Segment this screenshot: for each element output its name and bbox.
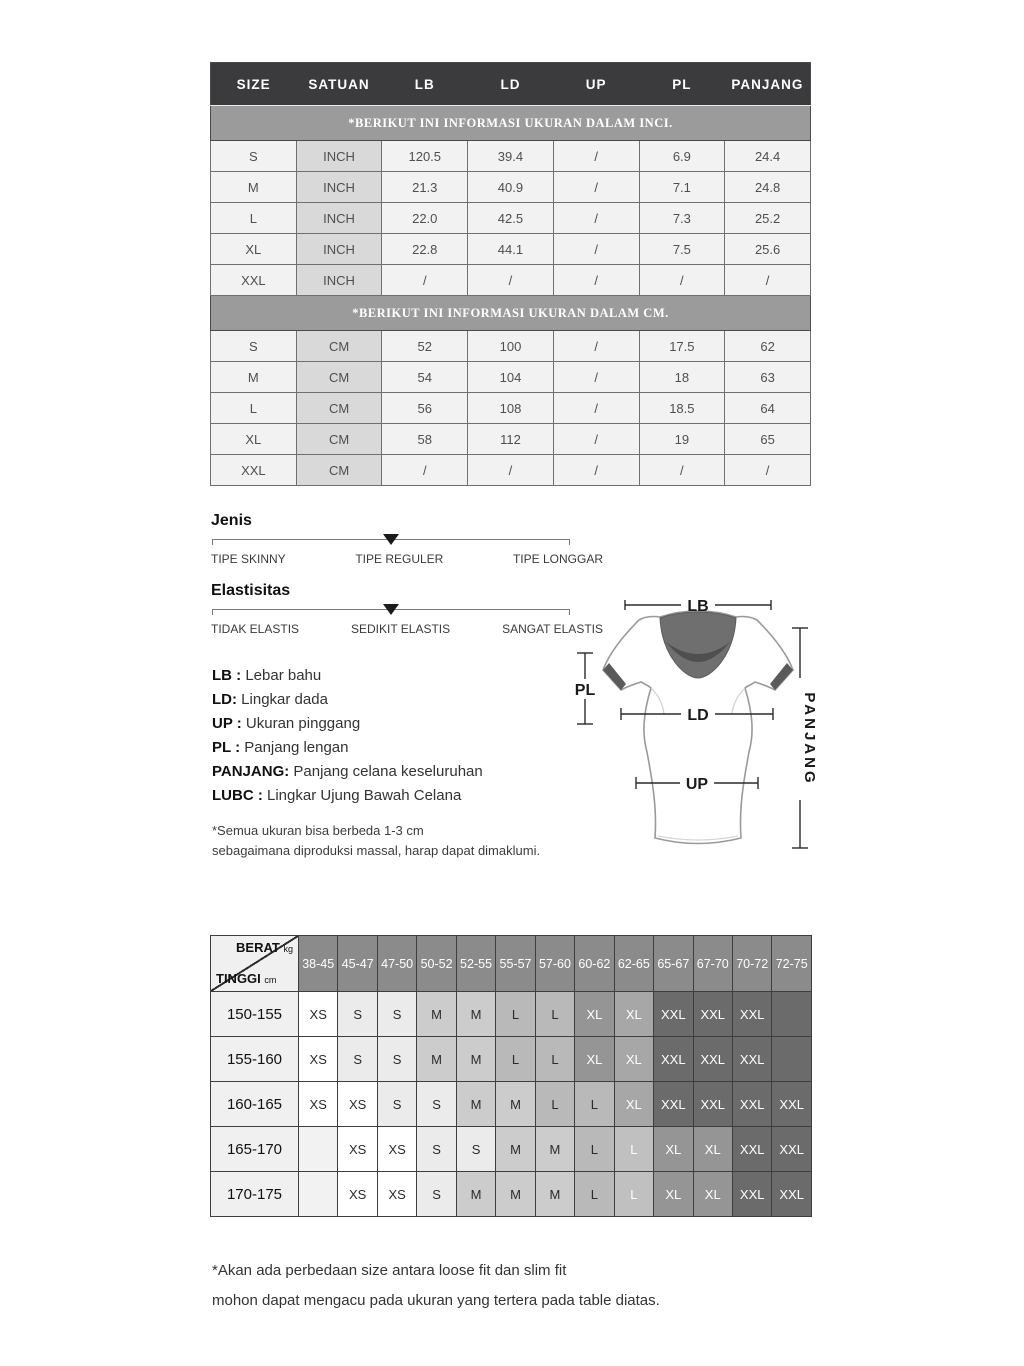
matrix-height-header: 170-175	[211, 1172, 299, 1217]
matrix-size-cell: S	[417, 1127, 456, 1172]
matrix-size-cell: XXL	[732, 1082, 771, 1127]
size-cell-value: /	[553, 265, 639, 296]
footer-note	[212, 1256, 660, 1316]
legend-abbr: LUBC :	[212, 787, 263, 804]
size-cell-value: 24.8	[725, 172, 811, 203]
size-cell-value: 112	[468, 424, 554, 455]
elastisitas-marker-triangle-icon	[383, 604, 399, 615]
size-cell-value: 18	[639, 362, 725, 393]
size-cell-value: 42.5	[468, 203, 554, 234]
size-table-row	[211, 331, 811, 362]
size-cell-value: 100	[468, 331, 554, 362]
matrix-size-cell: M	[417, 1037, 456, 1082]
size-cell-value: /	[468, 265, 554, 296]
matrix-size-cell: L	[614, 1127, 653, 1172]
size-cell-satuan: INCH	[296, 265, 382, 296]
size-cell-value: 64	[725, 393, 811, 424]
elastisitas-title: Elastisitas	[211, 582, 291, 599]
fit-scale-label: SANGAT ELASTIS	[502, 622, 603, 636]
size-cell-value: /	[468, 455, 554, 486]
matrix-size-cell: XXL	[693, 1037, 732, 1082]
size-cell-value: 108	[468, 393, 554, 424]
corner-tinggi-label	[216, 971, 276, 986]
matrix-size-cell: XS	[338, 1127, 377, 1172]
matrix-size-cell: XXL	[772, 1172, 812, 1217]
track-tick-right	[569, 539, 570, 545]
matrix-weight-header: 62-65	[614, 936, 653, 992]
matrix-weight-header: 50-52	[417, 936, 456, 992]
size-table	[210, 62, 811, 486]
size-cell-value: 104	[468, 362, 554, 393]
size-table-column-header: PL	[639, 63, 725, 106]
size-table-row	[211, 172, 811, 203]
matrix-size-cell	[772, 1037, 812, 1082]
fit-scale-label: TIPE LONGGAR	[512, 552, 603, 566]
matrix-size-cell: XL	[654, 1127, 693, 1172]
legend-note	[212, 821, 572, 861]
berat-text: BERAT	[236, 940, 280, 955]
size-table-column-header: SIZE	[211, 63, 297, 106]
cm-banner-row	[211, 296, 811, 331]
matrix-size-cell: XL	[614, 1082, 653, 1127]
size-cell-value: /	[382, 265, 468, 296]
matrix-size-cell: L	[496, 1037, 535, 1082]
matrix-row	[211, 1127, 812, 1172]
matrix-size-cell: S	[338, 992, 377, 1037]
tinggi-unit: cm	[264, 975, 277, 985]
matrix-weight-header: 70-72	[732, 936, 771, 992]
size-table-column-header: LD	[468, 63, 554, 106]
matrix-size-cell	[772, 992, 812, 1037]
size-cell-label: XL	[211, 234, 297, 265]
fit-section	[211, 512, 603, 636]
fit-scale-label: TIPE REGULER	[355, 552, 444, 566]
matrix-weight-header: 52-55	[456, 936, 495, 992]
matrix-size-cell: S	[377, 1082, 416, 1127]
jenis-block	[211, 512, 603, 566]
matrix-size-cell: XXL	[732, 1172, 771, 1217]
jenis-marker-triangle-icon	[383, 534, 399, 545]
matrix-size-cell: L	[575, 1082, 614, 1127]
matrix-size-cell: XS	[338, 1082, 377, 1127]
ld-label: LD	[687, 707, 709, 724]
footer-line1: *Akan ada perbedaan size antara loose fit dan slim fit	[212, 1262, 567, 1279]
size-cell-value: 39.4	[468, 141, 554, 172]
legend-item	[212, 760, 572, 784]
pl-label: PL	[574, 682, 596, 699]
size-table-row	[211, 424, 811, 455]
size-table-column-header: PANJANG	[725, 63, 811, 106]
size-cell-label: XXL	[211, 455, 297, 486]
matrix-header-row	[211, 936, 812, 992]
size-cell-value: /	[553, 362, 639, 393]
size-cell-label: XL	[211, 424, 297, 455]
matrix-size-cell: M	[496, 1082, 535, 1127]
size-cell-value: 58	[382, 424, 468, 455]
matrix-size-cell: M	[456, 1037, 495, 1082]
corner-berat-label	[236, 940, 293, 955]
size-cell-value: /	[639, 455, 725, 486]
size-cell-value: /	[553, 331, 639, 362]
size-table-row	[211, 234, 811, 265]
matrix-weight-header: 38-45	[299, 936, 338, 992]
legend-item	[212, 736, 572, 760]
size-cell-value: 22.8	[382, 234, 468, 265]
size-cell-value: 52	[382, 331, 468, 362]
track-tick-left	[212, 609, 213, 615]
size-cell-value: 56	[382, 393, 468, 424]
legend-desc: Lingkar dada	[241, 691, 328, 708]
size-cell-satuan: CM	[296, 393, 382, 424]
matrix-size-cell: XL	[575, 992, 614, 1037]
matrix-weight-header: 60-62	[575, 936, 614, 992]
matrix-height-header: 160-165	[211, 1082, 299, 1127]
size-cell-satuan: CM	[296, 455, 382, 486]
matrix-size-cell: XL	[575, 1037, 614, 1082]
size-cell-satuan: INCH	[296, 172, 382, 203]
matrix-size-cell: XXL	[654, 992, 693, 1037]
footer-line2: mohon dapat mengacu pada ukuran yang tertera pada table diatas.	[212, 1292, 660, 1309]
size-table-row	[211, 203, 811, 234]
matrix-size-cell: M	[456, 992, 495, 1037]
size-cell-value: /	[725, 265, 811, 296]
size-table-column-header: LB	[382, 63, 468, 106]
matrix-size-cell: M	[456, 1172, 495, 1217]
size-cell-value: /	[553, 424, 639, 455]
size-cell-value: /	[639, 265, 725, 296]
matrix-weight-header: 45-47	[338, 936, 377, 992]
matrix-size-cell: XXL	[732, 1127, 771, 1172]
size-cell-value: 19	[639, 424, 725, 455]
matrix-size-cell: M	[535, 1172, 574, 1217]
matrix-size-cell: XL	[654, 1172, 693, 1217]
legend-item	[212, 688, 572, 712]
jenis-track	[212, 539, 570, 549]
legend-item	[212, 712, 572, 736]
size-cell-value: 7.1	[639, 172, 725, 203]
size-cell-value: 17.5	[639, 331, 725, 362]
matrix-weight-header: 55-57	[496, 936, 535, 992]
size-cell-value: 65	[725, 424, 811, 455]
matrix-weight-header: 47-50	[377, 936, 416, 992]
jenis-title: Jenis	[211, 512, 252, 529]
size-cell-value: /	[725, 455, 811, 486]
matrix-size-cell: XXL	[732, 992, 771, 1037]
inch-banner: *BERIKUT INI INFORMASI UKURAN DALAM INCI.	[211, 106, 811, 141]
matrix-size-cell: L	[496, 992, 535, 1037]
size-table-row	[211, 393, 811, 424]
matrix-size-cell: S	[417, 1172, 456, 1217]
matrix-size-cell: S	[338, 1037, 377, 1082]
matrix-size-cell: XS	[377, 1127, 416, 1172]
up-label: UP	[685, 776, 709, 793]
matrix-size-cell: XS	[338, 1172, 377, 1217]
matrix-size-cell: S	[377, 992, 416, 1037]
matrix-size-cell: XS	[299, 992, 338, 1037]
matrix-weight-header: 65-67	[654, 936, 693, 992]
legend-abbr: PANJANG:	[212, 763, 290, 780]
size-cell-value: 25.2	[725, 203, 811, 234]
berat-unit: kg	[283, 944, 293, 954]
size-cell-satuan: CM	[296, 362, 382, 393]
matrix-size-cell: L	[535, 1037, 574, 1082]
legend-desc: Panjang celana keseluruhan	[293, 763, 483, 780]
matrix-row	[211, 1082, 812, 1127]
matrix-size-cell: S	[417, 1082, 456, 1127]
legend-desc: Panjang lengan	[244, 739, 349, 756]
size-cell-value: 22.0	[382, 203, 468, 234]
legend-item	[212, 784, 572, 808]
size-cell-label: M	[211, 172, 297, 203]
jenis-labels	[211, 552, 603, 566]
matrix-weight-header: 72-75	[772, 936, 812, 992]
size-cell-value: /	[553, 141, 639, 172]
matrix-size-cell: L	[575, 1172, 614, 1217]
matrix-size-cell: XL	[614, 992, 653, 1037]
measurement-legend	[212, 664, 572, 861]
matrix-size-cell: L	[535, 1082, 574, 1127]
size-cell-value: 7.5	[639, 234, 725, 265]
matrix-size-cell: XL	[614, 1037, 653, 1082]
fit-scale-label: SEDIKIT ELASTIS	[350, 622, 451, 636]
matrix-size-cell: M	[456, 1082, 495, 1127]
fit-scale-label: TIDAK ELASTIS	[211, 622, 300, 636]
matrix-size-cell: XS	[377, 1172, 416, 1217]
legend-note-line1: *Semua ukuran bisa berbeda 1-3 cm	[212, 823, 424, 838]
matrix-size-cell: XL	[693, 1172, 732, 1217]
size-table-column-header: SATUAN	[296, 63, 382, 106]
size-table-row	[211, 265, 811, 296]
legend-lines	[212, 664, 572, 808]
size-cell-value: 54	[382, 362, 468, 393]
size-table-row	[211, 362, 811, 393]
legend-abbr: PL :	[212, 739, 241, 756]
matrix-row	[211, 1037, 812, 1082]
size-cell-label: S	[211, 331, 297, 362]
panjang-label: PANJANG	[801, 692, 818, 786]
matrix-size-cell: XXL	[732, 1037, 771, 1082]
matrix-size-cell: XXL	[693, 1082, 732, 1127]
elastisitas-labels	[211, 622, 603, 636]
size-cell-value: 6.9	[639, 141, 725, 172]
size-cell-value: 18.5	[639, 393, 725, 424]
elastisitas-block	[211, 582, 603, 636]
size-cell-value: /	[382, 455, 468, 486]
matrix-corner	[211, 936, 298, 991]
cm-banner: *BERIKUT INI INFORMASI UKURAN DALAM CM.	[211, 296, 811, 331]
matrix-size-cell: XS	[299, 1082, 338, 1127]
matrix-size-cell: M	[417, 992, 456, 1037]
size-cell-value: /	[553, 234, 639, 265]
matrix-height-header: 165-170	[211, 1127, 299, 1172]
legend-desc: Lingkar Ujung Bawah Celana	[267, 787, 462, 804]
size-table-row	[211, 141, 811, 172]
size-cell-value: 24.4	[725, 141, 811, 172]
matrix-height-header: 155-160	[211, 1037, 299, 1082]
matrix-corner-cell	[211, 936, 299, 992]
legend-abbr: LD:	[212, 691, 237, 708]
matrix-size-cell: S	[377, 1037, 416, 1082]
matrix-row	[211, 992, 812, 1037]
lb-label: LB	[687, 598, 709, 615]
size-cell-value: 63	[725, 362, 811, 393]
size-cell-value: 40.9	[468, 172, 554, 203]
size-table-column-header: UP	[553, 63, 639, 106]
size-cell-label: S	[211, 141, 297, 172]
matrix-size-cell: M	[496, 1127, 535, 1172]
size-cell-value: /	[553, 203, 639, 234]
size-cell-value: 44.1	[468, 234, 554, 265]
size-cell-satuan: INCH	[296, 141, 382, 172]
legend-desc: Ukuran pinggang	[245, 715, 361, 732]
matrix-size-cell: XXL	[654, 1082, 693, 1127]
matrix-size-cell: S	[456, 1127, 495, 1172]
matrix-size-cell: XS	[299, 1037, 338, 1082]
matrix-size-cell: XXL	[654, 1037, 693, 1082]
matrix-size-cell: L	[614, 1172, 653, 1217]
legend-desc: Lebar bahu	[245, 667, 322, 684]
matrix-size-cell: M	[535, 1127, 574, 1172]
size-cell-satuan: CM	[296, 331, 382, 362]
matrix-size-cell: L	[575, 1127, 614, 1172]
height-weight-matrix	[210, 935, 812, 1217]
size-cell-value: 25.6	[725, 234, 811, 265]
size-cell-label: XXL	[211, 265, 297, 296]
matrix-size-cell	[299, 1127, 338, 1172]
tshirt-diagram	[563, 586, 821, 878]
size-cell-value: 120.5	[382, 141, 468, 172]
size-cell-value: 7.3	[639, 203, 725, 234]
size-cell-satuan: INCH	[296, 203, 382, 234]
legend-abbr: UP :	[212, 715, 242, 732]
size-cell-satuan: CM	[296, 424, 382, 455]
legend-abbr: LB :	[212, 667, 242, 684]
size-cell-value: 21.3	[382, 172, 468, 203]
size-cell-value: /	[553, 455, 639, 486]
inch-banner-row	[211, 106, 811, 141]
matrix-size-cell: XL	[693, 1127, 732, 1172]
matrix-weight-header: 57-60	[535, 936, 574, 992]
size-cell-label: M	[211, 362, 297, 393]
tinggi-text: TINGGI	[216, 971, 261, 986]
matrix-height-header: 150-155	[211, 992, 299, 1037]
matrix-size-cell: XXL	[772, 1127, 812, 1172]
size-table-row	[211, 455, 811, 486]
track-tick-left	[212, 539, 213, 545]
size-cell-value: 62	[725, 331, 811, 362]
size-cell-value: /	[553, 393, 639, 424]
matrix-size-cell	[299, 1172, 338, 1217]
fit-scale-label: TIPE SKINNY	[211, 552, 286, 566]
size-cell-label: L	[211, 203, 297, 234]
legend-item	[212, 664, 572, 688]
size-cell-label: L	[211, 393, 297, 424]
matrix-size-cell: M	[496, 1172, 535, 1217]
size-table-header-row	[211, 63, 811, 106]
size-cell-satuan: INCH	[296, 234, 382, 265]
matrix-size-cell: XXL	[772, 1082, 812, 1127]
matrix-size-cell: L	[535, 992, 574, 1037]
size-cell-value: /	[553, 172, 639, 203]
legend-note-line2: sebagaimana diproduksi massal, harap dapat dimaklumi.	[212, 843, 541, 858]
matrix-row	[211, 1172, 812, 1217]
matrix-weight-header: 67-70	[693, 936, 732, 992]
matrix-size-cell: XXL	[693, 992, 732, 1037]
elastisitas-track	[212, 609, 570, 619]
